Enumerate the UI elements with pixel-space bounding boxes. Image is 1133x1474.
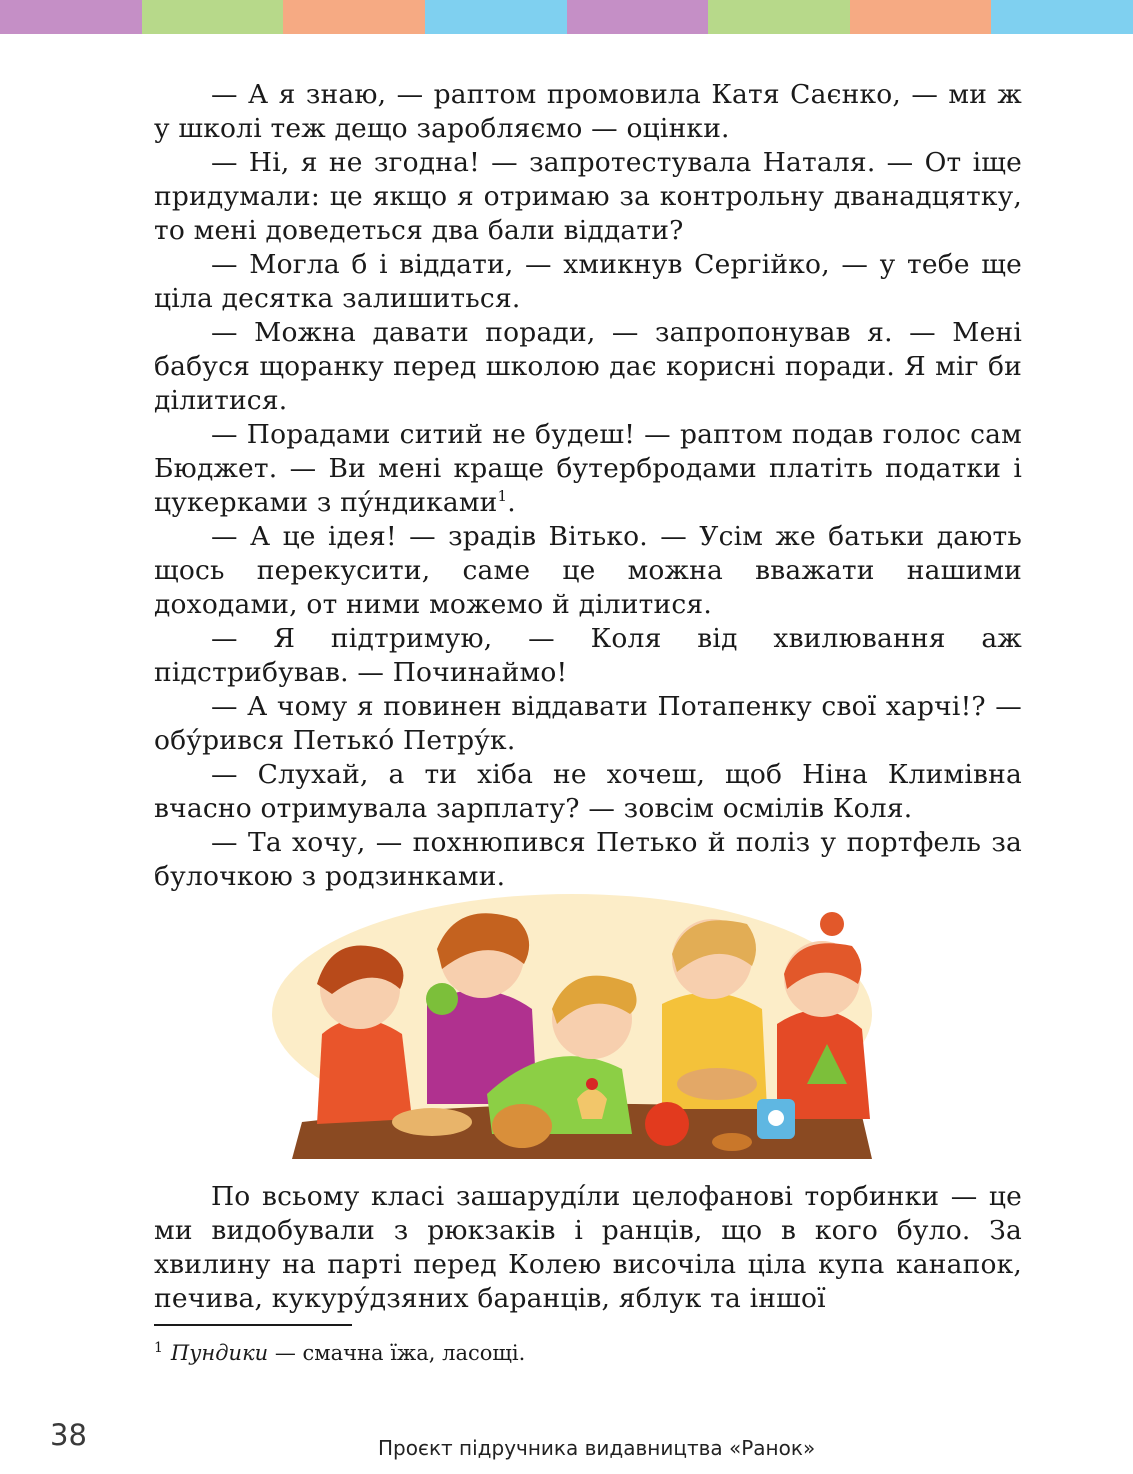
footnote-ref: 1 [497, 487, 508, 506]
publisher-footer: Проєкт підручника видавництва «Ранок» [378, 1436, 816, 1460]
paragraph: — Порадами ситий не будеш! — раптом подав голос сам Бюджет. — Ви мені краще бутербродами платіть податки і цукерками з пу́ндиками$^1$. [154, 419, 1022, 518]
strip-segment [142, 0, 284, 34]
children-sharing-food-illustration [262, 894, 882, 1164]
footnote-term: Пундики [170, 1341, 269, 1365]
strip-segment [850, 0, 992, 34]
paragraph: По всьому класі зашаруді́ли целофанові торбинки — це ми видобували з рюкзаків і ранців, що в кого було. За хвилину на парті перед Колею височіла ціла купа канапок, печива, кукуру́дзяних баранців, яблук та іншої [154, 1181, 1022, 1314]
footnote-divider [154, 1324, 352, 1326]
story-text [154, 78, 1022, 894]
paragraph: — А я знаю, — раптом промовила Катя Саєнко, — ми ж у школі теж дещо заробляємо — оцінки. [154, 79, 1022, 144]
footnote-definition: — смачна їжа, ласощі. [268, 1341, 526, 1365]
strip-segment [0, 0, 142, 34]
paragraph: — Я підтримую, — Коля від хвилювання аж підстрибував. — Починаймо! [154, 623, 1022, 688]
page-number: 38 [50, 1418, 87, 1452]
paragraph: — А чому я повинен віддавати Потапенку свої харчі!? — обу́рився Петько́ Петру́к. [154, 691, 1022, 756]
paragraph: — Можна давати поради, — запропонував я. — Мені бабуся щоранку перед школою дає корисні поради. Я міг би ділитися. [154, 317, 1022, 416]
strip-segment [708, 0, 850, 34]
strip-segment [425, 0, 567, 34]
strip-segment [991, 0, 1133, 34]
paragraph: — Ні, я не згодна! — запротестувала Наталя. — От іще придумали: це якщо я отримаю за контрольну дванадцятку, то мені доведеться два бали віддати? [154, 147, 1022, 246]
paragraph-text: — Порадами ситий не будеш! — раптом подав голос сам Бюджет. — Ви мені краще бутербродами платіть податки і цукерками з пу́ндиками [154, 419, 1022, 518]
footnote-number: 1 [154, 1340, 163, 1356]
top-color-strip [0, 0, 1133, 34]
strip-segment [283, 0, 425, 34]
strip-segment [567, 0, 709, 34]
paragraph: — Могла б і віддати, — хмикнув Сергійко, — у тебе ще ціла десятка залишиться. [154, 249, 1022, 314]
footnote [154, 1338, 525, 1368]
continuation-text [154, 1180, 1022, 1316]
paragraph: — Слухай, а ти хіба не хочеш, щоб Ніна Климівна вчасно отримувала зарплату? — зовсім осмілів Коля. [154, 759, 1022, 824]
paragraph: — Та хочу, — похнюпився Петько й поліз у портфель за булочкою з родзинками. [154, 827, 1022, 892]
paragraph: — А це ідея! — зрадів Вітько. — Усім же батьки дають щось перекусити, саме це можна вважати нашими доходами, от ними можемо й ділитися. [154, 521, 1022, 620]
